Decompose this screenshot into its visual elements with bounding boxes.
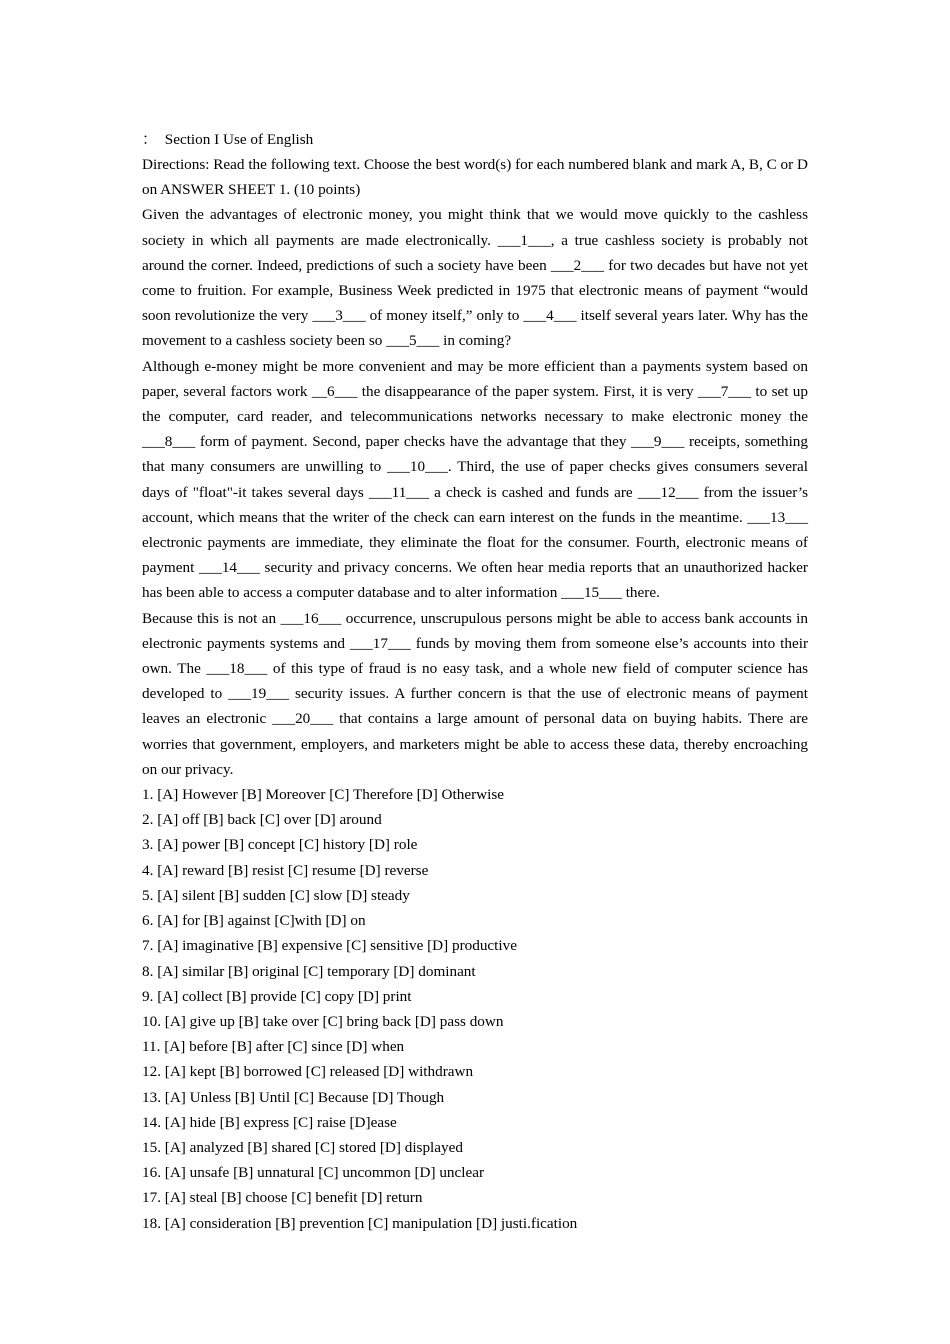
option-item: 11. [A] before [B] after [C] since [D] when (142, 1038, 405, 1056)
option-item: 17. [A] steal [B] choose [C] benefit [D] return (142, 1189, 423, 1207)
option-item: 18. [A] consideration [B] prevention [C] manipulation [D] justi.fication (142, 1214, 578, 1232)
option-item: 10. [A] give up [B] take over [C] bring back [D] pass down (142, 1012, 504, 1030)
section-heading: ： Section I Use of English (142, 131, 314, 148)
option-item: 1. [A] However [B] Moreover [C] Therefore [D] Otherwise (142, 786, 504, 804)
directions-paragraph: Directions: Read the following text. Choose the best word(s) for each numbered blank and mark A, B, C or D on ANSWER SHEET 1. (10 points) (142, 156, 808, 199)
option-item: 4. [A] reward [B] resist [C] resume [D] reverse (142, 861, 429, 879)
document-body (142, 127, 808, 1236)
passage-paragraph-1: Given the advantages of electronic money, you might think that we would move quickly to the cashless society in which all payments are made electronically. ___1___, a true cashless society is probably not around the corner. Indeed, predictions of such a society have been ___2___ for two decades but have not yet come to fruition. For example, Business Week predicted in 1975 that electronic means of payment “would soon revolutionize the very ___3___ of money itself,” only to ___4___ itself several years later. Why has the movement to a cashless society been so ___5___ in coming? (142, 206, 808, 350)
answer-options-list (142, 782, 808, 1236)
option-item: 7. [A] imaginative [B] expensive [C] sensitive [D] productive (142, 937, 517, 955)
option-item: 12. [A] kept [B] borrowed [C] released [D] withdrawn (142, 1063, 474, 1081)
option-item: 15. [A] analyzed [B] shared [C] stored [D] displayed (142, 1138, 463, 1156)
option-item: 16. [A] unsafe [B] unnatural [C] uncommon [D] unclear (142, 1164, 485, 1182)
option-item: 6. [A] for [B] against [C]with [D] on (142, 912, 366, 930)
option-item: 3. [A] power [B] concept [C] history [D] role (142, 836, 418, 854)
option-item: 5. [A] silent [B] sudden [C] slow [D] steady (142, 886, 410, 904)
passage-paragraph-3: Because this is not an ___16___ occurrence, unscrupulous persons might be able to access bank accounts in electronic payments systems and ___17___ funds by moving them from someone else’s accounts into their own. The ___18___ of this type of fraud is no easy task, and a whole new field of computer science has developed to ___19___ security issues. A further concern is that the use of electronic means of payment leaves an electronic ___20___ that contains a large amount of personal data on buying habits. There are worries that government, employers, and marketers might be able to access these data, thereby encroaching on our privacy. (142, 609, 808, 778)
option-item: 13. [A] Unless [B] Until [C] Because [D] Though (142, 1088, 445, 1106)
option-item: 2. [A] off [B] back [C] over [D] around (142, 811, 382, 829)
option-item: 8. [A] similar [B] original [C] temporary [D] dominant (142, 962, 476, 980)
option-item: 9. [A] collect [B] provide [C] copy [D] print (142, 987, 412, 1005)
passage-paragraph-2: Although e-money might be more convenient and may be more efficient than a payments system based on paper, several factors work __6___ the disappearance of the paper system. First, it is very ___7___ to set up the computer, card reader, and telecommunications networks necessary to make electronic money the ___8___ form of payment. Second, paper checks have the advantage that they ___9___ receipts, something that many consumers are unwilling to ___10___. Third, the use of paper checks gives consumers several days of "float"-it takes several days ___11___ a check is cashed and funds are ___12___ from the issuer’s account, which means that the writer of the check can earn interest on the funds in the meantime. ___13___ electronic payments are immediate, they eliminate the float for the consumer. Fourth, electronic means of payment ___14___ security and privacy concerns. We often hear media reports that an unauthorized hacker has been able to access a computer database and to alter information ___15___ there. (142, 357, 808, 602)
option-item: 14. [A] hide [B] express [C] raise [D]ease (142, 1113, 397, 1131)
